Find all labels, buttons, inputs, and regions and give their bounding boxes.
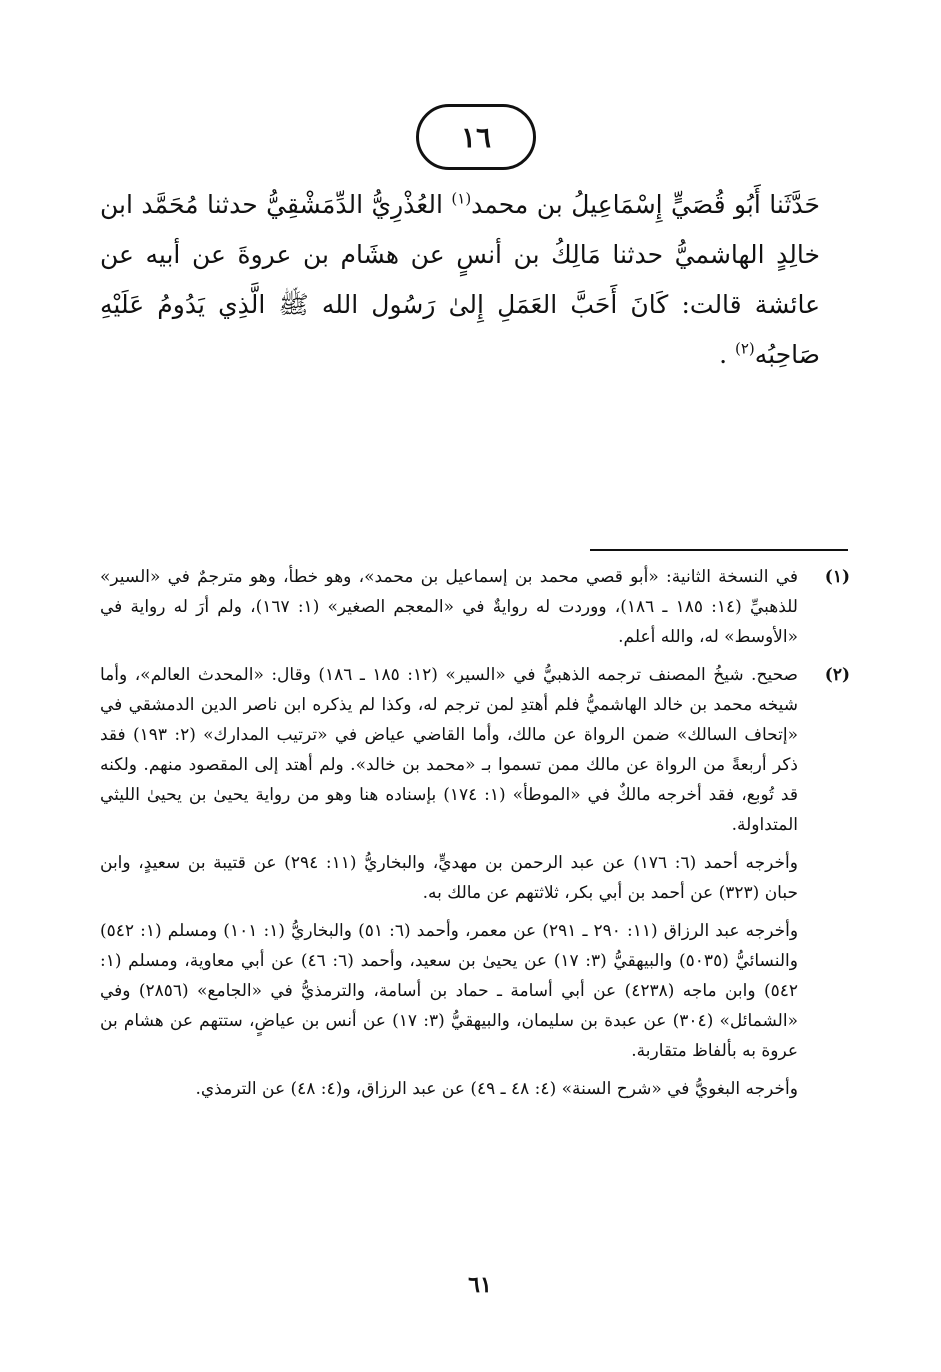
hadith-number: ١٦ [460, 120, 492, 154]
footnote-marker: (١) [824, 567, 850, 587]
footnote-marker: (٢) [824, 665, 850, 685]
footnote-ref-1: (١) [451, 189, 472, 208]
footnotes [100, 562, 850, 1112]
hadith-text-part-1: حَدَّثَنا أَبُو قُصَيٍّ إِسْمَاعِيلُ بن محمد [471, 190, 821, 219]
hadith-number-badge [416, 104, 536, 170]
page-number: ٦١ [468, 1272, 492, 1298]
footnote-text: صحيح. شيخُ المصنف ترجمه الذهبيُّ في «السير» (١٢: ١٨٥ ـ ١٨٦) وقال: «المحدث العالم»، وأما شيخه محمد بن خالد الهاشميُّ فلم أهتدِ لمن ترجم له، وكذا لم يذكره ابن ناصر الدين الدمشقي في «إتحاف السالك» ضمن الرواة عن مالك، وأما القاضي عياض في «ترتيب المدارك» (٢: ١٩٣) فقد ذكر أربعةً من الرواة عن مالك ممن تسموا بـ «محمد بن خالد». ولم أهتد إلى المقصود منهم. ولكنه قد تُوبع، فقد أخرجه مالكٌ في «الموطأ» (١: ١٧٤) بإسناده هنا وهو من رواية يحيىٰ بن يحيىٰ الليثي المتداولة. [100, 665, 798, 835]
hadith-text [100, 180, 820, 380]
footnote-paragraph: وأخرجه عبد الرزاق (١١: ٢٩٠ ـ ٢٩١) عن معمر، وأحمد (٦: ٥١) والبخاريُّ (١: ١٠١) ومسلم (١: ٥٤٢) والنسائيُّ (٥٠٣٥) والبيهقيُّ (٣: ١٧) عن يحيىٰ بن سعيد، وأحمد (٦: ٤٦) عن أبي معاوية، ومسلم (١: ٥٤٢) وابن ماجه (٤٢٣٨) عن أبي أسامة ـ حماد بن أسامة، والترمذيُّ في «الجامع» (٢٨٥٦) وفي «الشمائل» (٣٠٤) عن عبدة بن سليمان، والبيهقيُّ (٣: ١٧) عن أنس بن عياضٍ، ستتهم عن هشام بن عروة به بألفاظ متقاربة. [100, 921, 799, 1061]
hadith-text-part-2: العُذْرِيُّ الدِّمَشْقِيُّ حدثنا مُحَمَّد ابن خالِدٍ الهاشميُّ حدثنا مَالِكُ بن أنسٍ عن هشَام بن عروةَ عن أبيه عن عائشة قالت: كَانَ أَحَبَّ العَمَلِ إِلىٰ رَسُول الله ﷺ الَّذِي يَدُومُ عَلَيْهِ صَاحِبُه [100, 190, 820, 369]
footnote-1 [100, 562, 850, 652]
footnote-paragraph: وأخرجه البغويُّ في «شرح السنة» (٤: ٤٨ ـ ٤٩) عن عبد الرزاق، و(٤: ٤٨) عن الترمذي. [195, 1079, 798, 1099]
footnote-text: في النسخة الثانية: «أبو قصي محمد بن إسماعيل بن محمد»، وهو خطأ، وهو مترجمٌ في «السير» للذهبيِّ (١٤: ١٨٥ ـ ١٨٦)، ووردت له روايةٌ في «المعجم الصغير» (١: ١٦٧)، ولم أرَ له رواية في «الأوسط» له، والله أعلم. [100, 567, 798, 647]
footnote-ref-2: (٢) [734, 339, 755, 358]
hadith-text-end: . [719, 340, 735, 369]
footnote-paragraph: وأخرجه أحمد (٦: ١٧٦) عن عبد الرحمن بن مهديٍّ، والبخاريُّ (١١: ٢٩٤) عن قتيبة بن سعيدٍ، وابن حبان (٣٢٣) عن أحمد بن أبي بكر، ثلاثتهم عن مالك به. [100, 853, 798, 903]
footnote-divider [590, 549, 848, 551]
footnote-2 [100, 660, 850, 840]
hadith-paragraph [100, 180, 820, 380]
